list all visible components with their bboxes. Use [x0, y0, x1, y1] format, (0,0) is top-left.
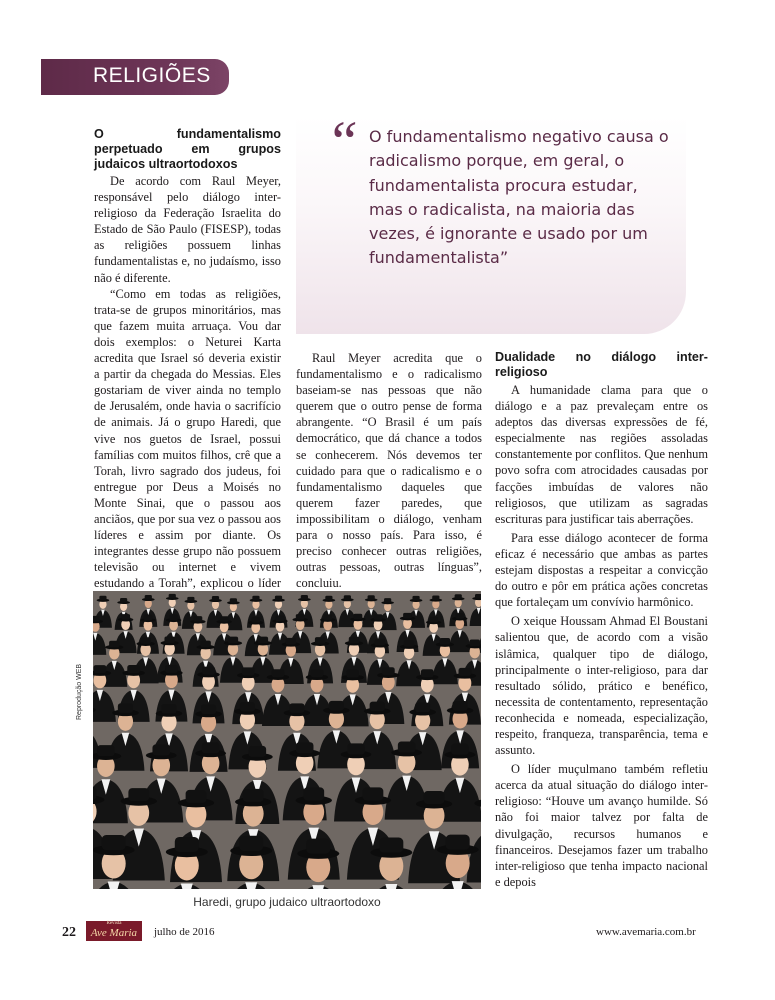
hat-crown-icon — [296, 742, 314, 753]
hat-crown-icon — [93, 665, 106, 673]
hat-crown-icon — [329, 701, 344, 711]
hat-crown-icon — [252, 596, 259, 601]
hat-crown-icon — [220, 616, 229, 622]
hat-crown-icon — [301, 595, 308, 600]
hat-crown-icon — [424, 791, 445, 804]
hat-crown-icon — [306, 839, 330, 854]
hat-crown-icon — [145, 595, 152, 600]
hat-crown-icon — [296, 614, 305, 620]
hat-crown-icon — [368, 595, 375, 600]
hat-crown-icon — [128, 788, 149, 801]
hat-crown-icon — [258, 637, 268, 644]
pull-quote-text: O fundamentalismo negativo causa o radicalismo porque, em geral, o fundamentalista procura estudar, mas o radicalista, na maioria das vezes, é ignorante e usado por um fundamentalista” — [369, 127, 669, 268]
issue-date: julho de 2016 — [154, 926, 215, 938]
hat-crown-icon — [344, 595, 351, 600]
hat-crown-icon — [118, 703, 133, 713]
hat-crown-icon — [379, 838, 403, 853]
hat-crown-icon — [102, 835, 126, 850]
photo-credit: Reprodução WEB — [76, 663, 83, 720]
hat-crown-icon — [412, 596, 419, 601]
hat-crown-icon — [353, 614, 362, 620]
hat-crown-icon — [242, 667, 255, 675]
photo-caption: Haredi, grupo judaico ultraortodoxo — [193, 895, 381, 909]
hat-crown-icon — [212, 596, 219, 601]
magazine-logo — [86, 921, 142, 941]
hat-crown-icon — [243, 789, 264, 802]
column-1 — [94, 127, 281, 608]
hat-crown-icon — [169, 594, 176, 599]
hat-crown-icon — [440, 638, 450, 645]
hat-crown-icon — [311, 669, 324, 677]
hat-crown-icon — [289, 703, 304, 713]
page-number: 22 — [62, 925, 76, 940]
hat-crown-icon — [276, 616, 285, 622]
hat-crown-icon — [455, 594, 462, 599]
figure-shirt — [245, 882, 257, 889]
hat-crown-icon — [275, 596, 282, 601]
hat-crown-icon — [303, 787, 324, 800]
hat-crown-icon — [455, 613, 464, 619]
hat-crown-icon — [375, 639, 385, 646]
hat-crown-icon — [99, 596, 106, 601]
column-1-paragraph: De acordo com Raul Meyer, responsável pelo diálogo inter-religioso da Federação Israelita do Estado de São Paulo (FISESP), todas as religiões possuem linhas fundamentalistas e, no judaísmo, isso não é diferente. — [94, 174, 281, 285]
hat-crown-icon — [109, 641, 119, 648]
figure-shirt — [385, 884, 397, 889]
hat-crown-icon — [200, 641, 210, 648]
hat-crown-icon — [161, 704, 176, 714]
hat-crown-icon — [432, 596, 439, 601]
hat-crown-icon — [349, 637, 359, 644]
column-2 — [296, 350, 482, 591]
column-3-paragraph: Para esse diálogo acontecer de forma eficaz é necessário que ambas as partes estejam dispostas a respeitar a convicção do outro e pôr em prática ações concretas que fortaleçam um convívio harmônico. — [495, 530, 708, 610]
hat-crown-icon — [121, 614, 130, 620]
figure-shirt — [312, 885, 324, 889]
hat-crown-icon — [97, 745, 115, 756]
hat-crown-icon — [384, 598, 391, 603]
hat-crown-icon — [186, 790, 207, 803]
hat-crown-icon — [187, 597, 194, 602]
hat-crown-icon — [249, 746, 267, 757]
hat-crown-icon — [201, 704, 216, 714]
column-3-heading: Dualidade no diálogo inter-religioso — [495, 350, 708, 379]
hat-crown-icon — [323, 614, 332, 620]
hat-crown-icon — [175, 837, 199, 852]
hat-crown-icon — [144, 615, 153, 621]
hat-crown-icon — [120, 598, 127, 603]
hat-crown-icon — [93, 616, 100, 622]
hat-crown-icon — [374, 614, 383, 620]
hat-crown-icon — [363, 787, 384, 800]
hat-crown-icon — [93, 787, 97, 800]
hat-crown-icon — [325, 596, 332, 601]
hat-crown-icon — [239, 836, 263, 851]
section-tag-label: RELIGIÕES — [93, 64, 211, 87]
hat-crown-icon — [127, 665, 140, 673]
logo-name: Ave Maria — [90, 927, 138, 939]
hat-crown-icon — [370, 702, 385, 712]
quote-mark-icon: “ — [326, 109, 359, 174]
column-2-paragraph: Raul Meyer acredita que o fundamentalismo e o radicalismo baseiam-se nas pessoas que não querem que o outro pense de forma abrangente. “O Brasil é um país democrático, que dá chance a todos se conhecerem. Nós devemos ter cuidado para que o radicalismo e o fundamentalismo daqueles que querem fazer paredes, que impossibilitam o diálogo, venham para o nosso país. Para isso, é preciso conhecer outras religiões, outras pessoas, outras línguas”, concluiu. — [296, 351, 482, 591]
hat-crown-icon — [169, 615, 178, 621]
hat-crown-icon — [453, 701, 468, 711]
hat-crown-icon — [251, 617, 260, 623]
hat-crown-icon — [240, 702, 255, 712]
hat-crown-icon — [230, 598, 237, 603]
hat-crown-icon — [404, 640, 414, 647]
figure-shirt — [181, 883, 193, 889]
hat-crown-icon — [152, 744, 170, 755]
hat-crown-icon — [164, 636, 174, 643]
hat-crown-icon — [202, 742, 220, 753]
column-3-paragraph: A humanidade clama para que o diálogo e a paz prevaleçam entre os adeptos das diversas expressões de fé, especialmente nas regiões assoladas constantemente por conflitos. Que nenhum povo sofra com atrocidades causadas por facções imbuídas de valores não religiosos, que utilizam as sagradas escrituras para justificar tais aberrações. — [495, 383, 708, 526]
hat-crown-icon — [382, 667, 395, 675]
website-url: www.avemaria.com.br — [596, 926, 696, 938]
hat-crown-icon — [470, 640, 480, 647]
section-tag — [41, 59, 229, 95]
hat-crown-icon — [202, 667, 215, 675]
crowd-illustration — [93, 591, 481, 889]
hat-crown-icon — [272, 669, 285, 677]
hat-crown-icon — [347, 743, 365, 754]
hat-crown-icon — [429, 617, 438, 623]
hat-crown-icon — [140, 637, 150, 644]
hat-crown-icon — [421, 669, 434, 677]
hat-crown-icon — [415, 703, 430, 713]
hat-crown-icon — [315, 637, 325, 644]
column-1-paragraph: “Como em todas as religiões, trata-se de grupos minoritários, mas que fazem muita arruaça. Vou dar dois exemplos: o Neturei Karta acredita que Israel só deveria existir a partir da chegada do Messias. Eles gostariam de viver ainda no templo de Jerusalém, onde havia o sacrifício de animais. Já o grupo Haredi, que vive nos guetos de Israel, possui famílias com muitos filhos, crê que a Torah, livro sagrado dos judeus, foi entregue por Deus a Moisés no Monte Sinai, que o passou aos anciãos, que por sua vez o passou aos líderes e assim por diante. Os integrantes desse grupo não possuem televisão ou internet e vivem estudando a Torah”, explicou o líder — [94, 286, 281, 591]
hat-crown-icon — [193, 616, 202, 622]
hat-crown-icon — [346, 670, 359, 678]
hat-crown-icon — [165, 665, 178, 673]
crowd-photo — [93, 591, 481, 889]
hat-crown-icon — [398, 742, 416, 753]
hat-crown-icon — [451, 744, 469, 755]
column-1-heading: O fundamentalismo perpetuado em grupos judaicos ultraortodoxos — [94, 127, 281, 171]
hat-crown-icon — [446, 835, 470, 850]
hat-crown-icon — [403, 613, 412, 619]
hat-crown-icon — [459, 668, 472, 676]
hat-crown-icon — [228, 637, 238, 644]
column-3-paragraph: O líder muçulmano também refletiu acerca da atual situação do diálogo inter-religioso: “Houve um avanço humilde. Só não foi maior talvez por falta de divulgação, recursos humanos e financeiros. Desejamos fazer um trabalho inter-religioso que tenha impacto nacional e depois — [495, 762, 708, 889]
column-3-paragraph: O xeique Houssam Ahmad El Boustani salientou que, de acordo com a visão islâmica, qualquer tipo de diálogo, principalmente o inter-religioso, para dar resultado sólido, prático e benéfico, necessita de contentamento, representação reconhecida e nomeada, especialização, respeito, franqueza, transparência, tema e assunto. — [495, 614, 708, 758]
hat-crown-icon — [475, 594, 481, 599]
logo-small-text: Revista — [106, 921, 122, 926]
column-3 — [495, 350, 708, 890]
hat-crown-icon — [286, 638, 296, 645]
